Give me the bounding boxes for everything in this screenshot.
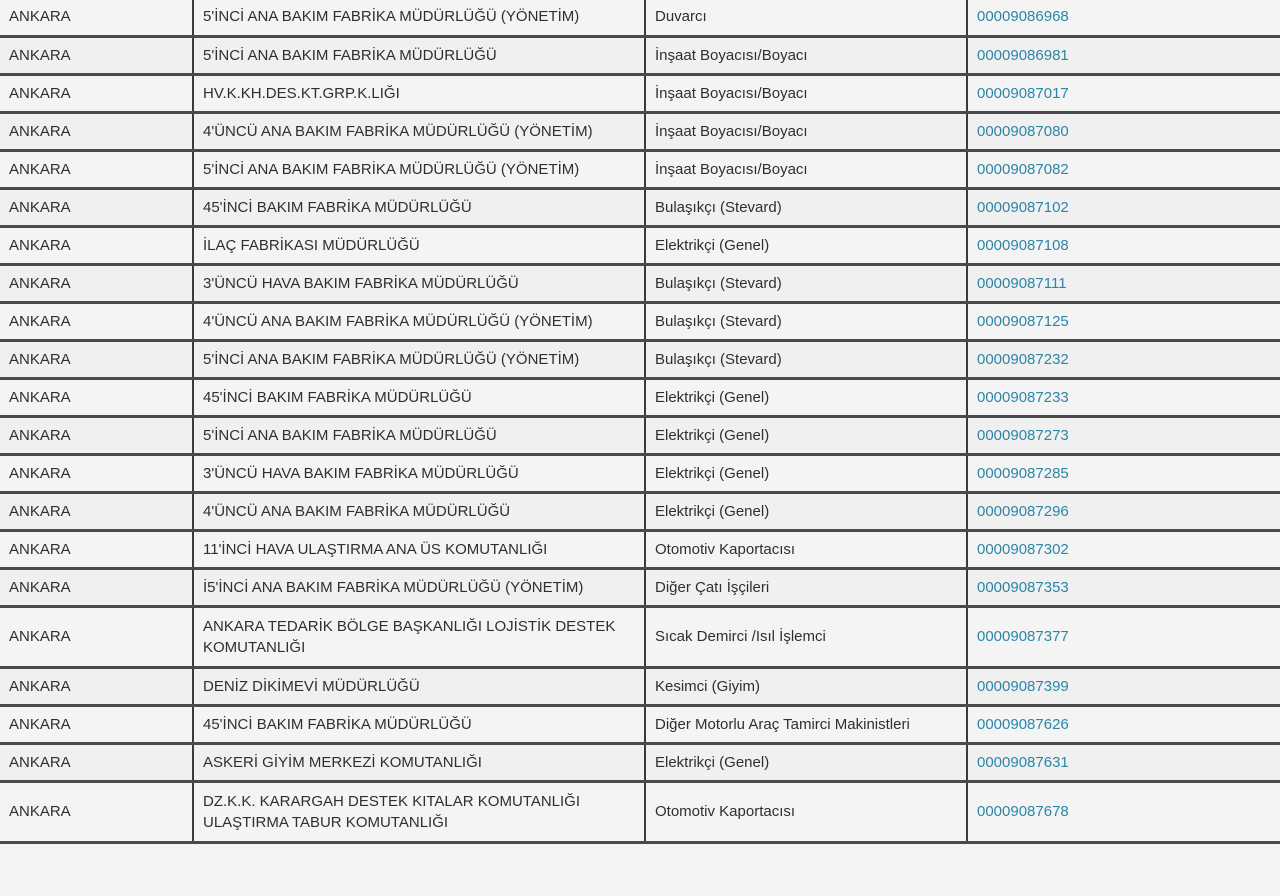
job-title-text: Kesimci (Giyim) bbox=[655, 677, 760, 695]
job-title-text: Otomotiv Kaportacısı bbox=[655, 540, 796, 558]
city-cell bbox=[0, 112, 193, 150]
job-title-text: Diğer Çatı İşçileri bbox=[655, 578, 770, 596]
table-row bbox=[0, 0, 1280, 36]
city-cell bbox=[0, 568, 193, 606]
listing-code-cell bbox=[967, 743, 1280, 781]
unit-cell bbox=[193, 781, 645, 842]
city-cell bbox=[0, 454, 193, 492]
job-title-cell bbox=[645, 568, 967, 606]
listing-code-link[interactable]: 00009087017 bbox=[977, 84, 1069, 102]
unit-text: 45'İNCİ BAKIM FABRİKA MÜDÜRLÜĞÜ bbox=[203, 198, 472, 216]
listing-code-cell bbox=[967, 188, 1280, 226]
job-title-text: Elektrikçi (Genel) bbox=[655, 388, 770, 406]
city-text: ANKARA bbox=[9, 84, 71, 102]
table-row bbox=[0, 226, 1280, 264]
city-cell bbox=[0, 378, 193, 416]
table-row bbox=[0, 74, 1280, 112]
unit-text: 5'İNCİ ANA BAKIM FABRİKA MÜDÜRLÜĞÜ bbox=[203, 426, 497, 444]
unit-cell bbox=[193, 340, 645, 378]
unit-cell bbox=[193, 667, 645, 705]
unit-cell bbox=[193, 705, 645, 743]
listing-code-cell bbox=[967, 226, 1280, 264]
unit-cell bbox=[193, 416, 645, 454]
listing-code-link[interactable]: 00009087296 bbox=[977, 502, 1069, 520]
listing-code-link[interactable]: 00009087125 bbox=[977, 312, 1069, 330]
city-cell bbox=[0, 530, 193, 568]
city-text: ANKARA bbox=[9, 426, 71, 444]
table-row bbox=[0, 150, 1280, 188]
unit-cell bbox=[193, 112, 645, 150]
job-title-cell bbox=[645, 667, 967, 705]
unit-cell bbox=[193, 74, 645, 112]
city-text: ANKARA bbox=[9, 312, 71, 330]
unit-text: 11'İNCİ HAVA ULAŞTIRMA ANA ÜS KOMUTANLIĞI bbox=[203, 540, 548, 558]
listing-code-link[interactable]: 00009087353 bbox=[977, 578, 1069, 596]
unit-cell bbox=[193, 568, 645, 606]
city-text: ANKARA bbox=[9, 677, 71, 695]
unit-text: ANKARA TEDARİK BÖLGE BAŞKANLIĞI LOJİSTİK DESTEK KOMUTANLIĞI bbox=[203, 617, 616, 656]
unit-text: 5'İNCİ ANA BAKIM FABRİKA MÜDÜRLÜĞÜ bbox=[203, 46, 497, 64]
job-title-text: Elektrikçi (Genel) bbox=[655, 753, 770, 771]
city-cell bbox=[0, 264, 193, 302]
city-cell bbox=[0, 150, 193, 188]
unit-cell bbox=[193, 150, 645, 188]
listing-code-link[interactable]: 00009087678 bbox=[977, 803, 1069, 820]
job-title-text: İnşaat Boyacısı/Boyacı bbox=[655, 46, 808, 64]
listing-code-cell bbox=[967, 667, 1280, 705]
unit-text: DENİZ DİKİMEVİ MÜDÜRLÜĞÜ bbox=[203, 677, 420, 695]
listing-code-cell bbox=[967, 36, 1280, 74]
listing-code-cell bbox=[967, 340, 1280, 378]
table-row bbox=[0, 530, 1280, 568]
city-text: ANKARA bbox=[9, 540, 71, 558]
listing-code-link[interactable]: 00009087080 bbox=[977, 122, 1069, 140]
unit-text: 45'İNCİ BAKIM FABRİKA MÜDÜRLÜĞÜ bbox=[203, 715, 472, 733]
job-title-cell bbox=[645, 416, 967, 454]
job-title-cell bbox=[645, 112, 967, 150]
unit-cell bbox=[193, 378, 645, 416]
table-row bbox=[0, 112, 1280, 150]
listing-code-link[interactable]: 00009087302 bbox=[977, 540, 1069, 558]
city-text: ANKARA bbox=[9, 502, 71, 520]
city-text: ANKARA bbox=[9, 350, 71, 368]
table-row bbox=[0, 705, 1280, 743]
job-title-cell bbox=[645, 606, 967, 667]
unit-cell bbox=[193, 492, 645, 530]
city-cell bbox=[0, 340, 193, 378]
listing-code-cell bbox=[967, 264, 1280, 302]
listing-code-link[interactable]: 00009087377 bbox=[977, 628, 1069, 645]
city-cell bbox=[0, 667, 193, 705]
listing-code-link[interactable]: 00009087626 bbox=[977, 715, 1069, 733]
table-row bbox=[0, 606, 1280, 667]
listing-code-cell bbox=[967, 530, 1280, 568]
unit-cell bbox=[193, 530, 645, 568]
table-row bbox=[0, 340, 1280, 378]
unit-text: HV.K.KH.DES.KT.GRP.K.LIĞI bbox=[203, 84, 400, 102]
unit-cell bbox=[193, 454, 645, 492]
listing-code-cell bbox=[967, 705, 1280, 743]
table-row bbox=[0, 781, 1280, 842]
listing-code-cell bbox=[967, 0, 1280, 36]
table-row bbox=[0, 188, 1280, 226]
listing-code-link[interactable]: 00009086981 bbox=[977, 46, 1069, 64]
listing-code-cell bbox=[967, 416, 1280, 454]
job-title-cell bbox=[645, 226, 967, 264]
job-title-text: Otomotiv Kaportacısı bbox=[655, 803, 796, 820]
job-title-text: İnşaat Boyacısı/Boyacı bbox=[655, 84, 808, 102]
unit-text: ASKERİ GİYİM MERKEZİ KOMUTANLIĞI bbox=[203, 753, 482, 771]
job-title-text: Diğer Motorlu Araç Tamirci Makinistleri bbox=[655, 715, 910, 733]
city-text: ANKARA bbox=[9, 388, 71, 406]
listing-code-cell bbox=[967, 606, 1280, 667]
city-text: ANKARA bbox=[9, 578, 71, 596]
unit-cell bbox=[193, 36, 645, 74]
listing-code-cell bbox=[967, 454, 1280, 492]
unit-text: İ5'İNCİ ANA BAKIM FABRİKA MÜDÜRLÜĞÜ (YÖNETİM) bbox=[203, 578, 584, 596]
unit-text: DZ.K.K. KARARGAH DESTEK KITALAR KOMUTANLIĞI ULAŞTIRMA TABUR KOMUTANLIĞI bbox=[203, 792, 581, 831]
listing-code-link[interactable]: 00009087102 bbox=[977, 198, 1069, 216]
listing-code-link[interactable]: 00009087631 bbox=[977, 753, 1069, 771]
table-row bbox=[0, 302, 1280, 340]
job-title-text: Bulaşıkçı (Stevard) bbox=[655, 312, 782, 330]
city-cell bbox=[0, 492, 193, 530]
listing-code-cell bbox=[967, 302, 1280, 340]
listing-code-cell bbox=[967, 568, 1280, 606]
job-title-text: Duvarcı bbox=[655, 7, 707, 25]
unit-text: 5'İNCİ ANA BAKIM FABRİKA MÜDÜRLÜĞÜ (YÖNETİM) bbox=[203, 160, 580, 178]
unit-cell bbox=[193, 226, 645, 264]
listing-code-cell bbox=[967, 492, 1280, 530]
listing-code-cell bbox=[967, 781, 1280, 842]
listing-code-link[interactable]: 00009087111 bbox=[977, 274, 1067, 292]
city-cell bbox=[0, 781, 193, 842]
job-title-cell bbox=[645, 188, 967, 226]
city-cell bbox=[0, 226, 193, 264]
job-title-text: Sıcak Demirci /Isıl İşlemci bbox=[655, 628, 826, 645]
city-cell bbox=[0, 743, 193, 781]
listing-code-link[interactable]: 00009087233 bbox=[977, 388, 1069, 406]
job-title-text: Bulaşıkçı (Stevard) bbox=[655, 274, 782, 292]
city-text: ANKARA bbox=[9, 46, 71, 64]
unit-text: 4'ÜNCÜ ANA BAKIM FABRİKA MÜDÜRLÜĞÜ (YÖNETİM) bbox=[203, 312, 593, 330]
listing-code-link[interactable]: 00009087399 bbox=[977, 677, 1069, 695]
job-title-cell bbox=[645, 0, 967, 36]
city-text: ANKARA bbox=[9, 274, 71, 292]
city-text: ANKARA bbox=[9, 236, 71, 254]
job-title-text: Elektrikçi (Genel) bbox=[655, 464, 770, 482]
job-title-text: Elektrikçi (Genel) bbox=[655, 426, 770, 444]
city-cell bbox=[0, 0, 193, 36]
table-row bbox=[0, 264, 1280, 302]
city-text: ANKARA bbox=[9, 803, 71, 820]
job-title-cell bbox=[645, 530, 967, 568]
city-cell bbox=[0, 36, 193, 74]
job-title-text: Bulaşıkçı (Stevard) bbox=[655, 350, 782, 368]
unit-text: 5'İNCİ ANA BAKIM FABRİKA MÜDÜRLÜĞÜ (YÖNETİM) bbox=[203, 350, 580, 368]
job-title-text: İnşaat Boyacısı/Boyacı bbox=[655, 160, 808, 178]
unit-text: 3'ÜNCÜ HAVA BAKIM FABRİKA MÜDÜRLÜĞÜ bbox=[203, 274, 519, 292]
job-title-cell bbox=[645, 264, 967, 302]
listing-code-link[interactable]: 00009087082 bbox=[977, 160, 1069, 178]
job-title-cell bbox=[645, 454, 967, 492]
job-title-cell bbox=[645, 150, 967, 188]
job-title-cell bbox=[645, 781, 967, 842]
job-title-text: Elektrikçi (Genel) bbox=[655, 502, 770, 520]
city-text: ANKARA bbox=[9, 160, 71, 178]
table-row bbox=[0, 454, 1280, 492]
unit-cell bbox=[193, 264, 645, 302]
job-title-cell bbox=[645, 74, 967, 112]
city-cell bbox=[0, 606, 193, 667]
unit-text: 5'İNCİ ANA BAKIM FABRİKA MÜDÜRLÜĞÜ (YÖNETİM) bbox=[203, 7, 580, 25]
unit-cell bbox=[193, 606, 645, 667]
unit-text: 4'ÜNCÜ ANA BAKIM FABRİKA MÜDÜRLÜĞÜ bbox=[203, 502, 511, 520]
unit-text: 45'İNCİ BAKIM FABRİKA MÜDÜRLÜĞÜ bbox=[203, 388, 472, 406]
city-cell bbox=[0, 188, 193, 226]
job-title-cell bbox=[645, 378, 967, 416]
job-title-text: Bulaşıkçı (Stevard) bbox=[655, 198, 782, 216]
unit-text: 4'ÜNCÜ ANA BAKIM FABRİKA MÜDÜRLÜĞÜ (YÖNETİM) bbox=[203, 122, 593, 140]
job-title-cell bbox=[645, 302, 967, 340]
city-text: ANKARA bbox=[9, 753, 71, 771]
table-row bbox=[0, 492, 1280, 530]
listing-code-cell bbox=[967, 74, 1280, 112]
table-row bbox=[0, 36, 1280, 74]
listing-code-link[interactable]: 00009087232 bbox=[977, 350, 1069, 368]
table-row bbox=[0, 568, 1280, 606]
city-text: ANKARA bbox=[9, 628, 71, 645]
city-text: ANKARA bbox=[9, 7, 71, 25]
job-title-text: İnşaat Boyacısı/Boyacı bbox=[655, 122, 808, 140]
city-cell bbox=[0, 74, 193, 112]
unit-text: İLAÇ FABRİKASI MÜDÜRLÜĞÜ bbox=[203, 236, 420, 254]
job-title-cell bbox=[645, 36, 967, 74]
listing-code-link[interactable]: 00009086968 bbox=[977, 7, 1069, 25]
city-cell bbox=[0, 705, 193, 743]
city-text: ANKARA bbox=[9, 198, 71, 216]
listing-code-cell bbox=[967, 150, 1280, 188]
unit-text: 3'ÜNCÜ HAVA BAKIM FABRİKA MÜDÜRLÜĞÜ bbox=[203, 464, 519, 482]
city-cell bbox=[0, 416, 193, 454]
city-text: ANKARA bbox=[9, 715, 71, 733]
table-row bbox=[0, 416, 1280, 454]
job-title-cell bbox=[645, 743, 967, 781]
listing-code-link[interactable]: 00009087285 bbox=[977, 464, 1069, 482]
listing-code-cell bbox=[967, 112, 1280, 150]
unit-cell bbox=[193, 302, 645, 340]
listing-code-cell bbox=[967, 378, 1280, 416]
table-row bbox=[0, 743, 1280, 781]
table-row bbox=[0, 667, 1280, 705]
listing-code-link[interactable]: 00009087273 bbox=[977, 426, 1069, 444]
unit-cell bbox=[193, 743, 645, 781]
city-cell bbox=[0, 302, 193, 340]
table-row bbox=[0, 378, 1280, 416]
unit-cell bbox=[193, 0, 645, 36]
city-text: ANKARA bbox=[9, 122, 71, 140]
job-title-cell bbox=[645, 340, 967, 378]
listing-code-link[interactable]: 00009087108 bbox=[977, 236, 1069, 254]
city-text: ANKARA bbox=[9, 464, 71, 482]
job-title-cell bbox=[645, 492, 967, 530]
job-title-cell bbox=[645, 705, 967, 743]
job-title-text: Elektrikçi (Genel) bbox=[655, 236, 770, 254]
unit-cell bbox=[193, 188, 645, 226]
